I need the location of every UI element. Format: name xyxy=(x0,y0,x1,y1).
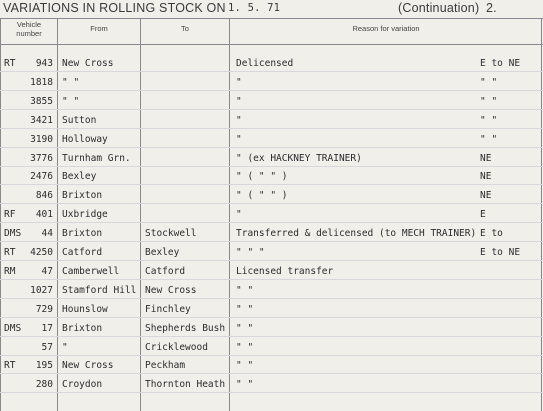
reason-text: " " xyxy=(236,360,254,371)
to-garage: Catford xyxy=(145,266,186,277)
vehicle-number: 47 xyxy=(41,266,53,277)
to-garage: Cricklewood xyxy=(145,342,208,353)
to-garage: Thornton Heath xyxy=(145,379,226,390)
vehicle-class: RT xyxy=(4,58,16,69)
page-number: 2. xyxy=(486,1,497,15)
status-code: E to NE xyxy=(480,58,521,69)
status-code: " " xyxy=(480,115,498,126)
vehicle-number: 280 xyxy=(35,379,53,390)
reason-text: " " xyxy=(236,304,254,315)
vehicle-number: 17 xyxy=(41,323,53,334)
from-garage: Stamford Hill xyxy=(62,285,137,296)
vehicle-number: 44 xyxy=(41,228,53,239)
status-code: " " xyxy=(480,96,498,107)
reason-text: " xyxy=(236,115,242,126)
from-garage: Brixton xyxy=(62,323,103,334)
reason-header: Reason for variation xyxy=(352,24,420,33)
vehicle-number: 4250 xyxy=(30,247,53,258)
status-code: " " xyxy=(480,134,498,145)
from-garage: Bexley xyxy=(62,171,97,182)
vehicle-number: 57 xyxy=(41,342,53,353)
vehicle-number: 3855 xyxy=(30,96,53,107)
from-garage: " " xyxy=(62,96,80,107)
table-row xyxy=(0,342,543,359)
status-code: E to NE xyxy=(480,247,521,258)
vehicle-number: 846 xyxy=(35,190,53,201)
reason-text: " (ex HACKNEY TRAINER) xyxy=(236,153,362,164)
from-garage: Brixton xyxy=(62,190,103,201)
reason-text: " " " xyxy=(236,247,265,258)
from-garage: " " xyxy=(62,77,80,88)
reason-text: " ( " " ) xyxy=(236,171,288,182)
to-garage: Shepherds Bush xyxy=(145,323,226,334)
vehicle-number: 3776 xyxy=(30,153,53,164)
vehicle-class: RF xyxy=(4,209,16,220)
to-garage: Peckham xyxy=(145,360,186,371)
table-row xyxy=(0,304,543,321)
table-row xyxy=(0,153,543,170)
from-garage: Croydon xyxy=(62,379,103,390)
vehicle-number: 3421 xyxy=(30,115,53,126)
vehicle-number-header: Vehicle number xyxy=(16,20,42,38)
to-garage: New Cross xyxy=(145,285,197,296)
table-row xyxy=(0,171,543,188)
vehicle-number: 401 xyxy=(35,209,53,220)
vehicle-number: 195 xyxy=(35,360,53,371)
from-garage: New Cross xyxy=(62,360,114,371)
to-garage: Bexley xyxy=(145,247,180,258)
table-row xyxy=(0,190,543,207)
table-row xyxy=(0,77,543,94)
document-title: VARIATIONS IN ROLLING STOCK ON xyxy=(3,1,226,15)
from-garage: Hounslow xyxy=(62,304,108,315)
from-garage: Catford xyxy=(62,247,103,258)
from-garage: " xyxy=(62,342,68,353)
vehicle-number: 3190 xyxy=(30,134,53,145)
reason-text: Delicensed xyxy=(236,58,294,69)
from-garage: Uxbridge xyxy=(62,209,108,220)
from-garage: Holloway xyxy=(62,134,108,145)
vehicle-number: 729 xyxy=(35,304,53,315)
vehicle-class: RT xyxy=(4,360,16,371)
from-garage: Turnham Grn. xyxy=(62,153,131,164)
status-code: NE xyxy=(480,171,492,182)
vehicle-class: DMS xyxy=(4,323,22,334)
table-row xyxy=(0,360,543,377)
vehicle-class: DMS xyxy=(4,228,22,239)
reason-text: Transferred & delicensed (to MECH TRAINER) xyxy=(236,228,477,239)
status-code: " " xyxy=(480,77,498,88)
to-header: To xyxy=(181,24,189,33)
from-header: From xyxy=(90,24,108,33)
reason-text: " ( " " ) xyxy=(236,190,288,201)
continuation-label: (Continuation) xyxy=(398,1,480,15)
column-headers xyxy=(0,18,543,44)
status-code: E to xyxy=(480,228,503,239)
document-header xyxy=(0,0,543,16)
from-garage: New Cross xyxy=(62,58,114,69)
table-row xyxy=(0,58,543,75)
table-row xyxy=(0,134,543,151)
reason-text: " xyxy=(236,209,242,220)
from-garage: Brixton xyxy=(62,228,103,239)
reason-text: " xyxy=(236,96,242,107)
vehicle-class: RM xyxy=(4,266,16,277)
reason-text: " " xyxy=(236,342,254,353)
table-row xyxy=(0,247,543,264)
status-code: NE xyxy=(480,153,492,164)
to-garage: Finchley xyxy=(145,304,191,315)
from-garage: Sutton xyxy=(62,115,97,126)
table-row xyxy=(0,266,543,283)
reason-text: Licensed transfer xyxy=(236,266,334,277)
status-code: NE xyxy=(480,190,492,201)
vehicle-number: 943 xyxy=(35,58,53,69)
table-row xyxy=(0,323,543,340)
table-row xyxy=(0,379,543,396)
reason-text: " xyxy=(236,134,242,145)
table-row xyxy=(0,228,543,245)
table-row xyxy=(0,285,543,302)
to-garage: Stockwell xyxy=(145,228,197,239)
vehicle-number: 1818 xyxy=(30,77,53,88)
header-bottom-border xyxy=(0,44,543,45)
table-row xyxy=(0,209,543,226)
vehicle-class: RT xyxy=(4,247,16,258)
status-code: E xyxy=(480,209,486,220)
vehicle-number: 2476 xyxy=(30,171,53,182)
document-date: 1. 5. 71 xyxy=(228,2,281,14)
vehicle-number: 1027 xyxy=(30,285,53,296)
reason-text: " " xyxy=(236,285,254,296)
from-garage: Camberwell xyxy=(62,266,120,277)
reason-text: " " xyxy=(236,323,254,334)
table-row xyxy=(0,96,543,113)
table-row xyxy=(0,115,543,132)
reason-text: " xyxy=(236,77,242,88)
reason-text: " " xyxy=(236,379,254,390)
